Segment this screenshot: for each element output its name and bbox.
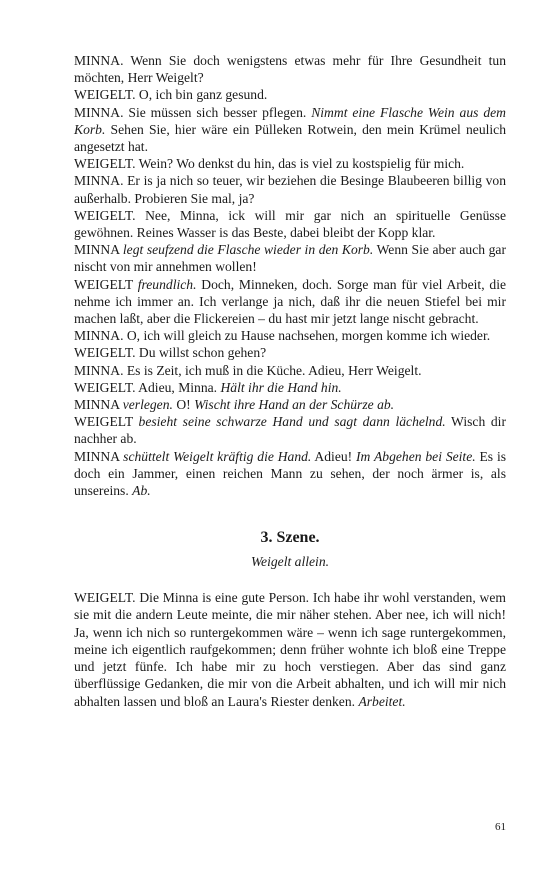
- stage-direction: besieht seine schwarze Hand und sagt dann lächelnd.: [138, 414, 446, 430]
- scene-stage-direction: Weigelt allein.: [250, 554, 330, 570]
- dialogue-line: [74, 448, 506, 500]
- dialogue-line: [74, 104, 506, 156]
- spoken-text: Wisch dir nachher ab.: [74, 414, 506, 447]
- dialogue-line: [74, 86, 506, 103]
- spoken-text: WEIGELT. O, ich bin ganz gesund.: [74, 87, 268, 103]
- spoken-text: WEIGELT. Nee, Minna, ick will mir gar nich an spirituelle Genüsse gewöhnen. Reines Wasser is das Beste, dabei bleibt der Kopp klar.: [74, 207, 506, 241]
- dialogue-line: [74, 413, 506, 447]
- spoken-text: Es is doch ein Jammer, einen reichen Mann zu sehen, der noch ärmer is, als unsereins.: [74, 448, 507, 499]
- dialogue-line: [74, 241, 506, 275]
- stage-direction: verlegen.: [122, 397, 173, 413]
- dialogue-line: [74, 362, 506, 379]
- dialogue-line: [74, 379, 506, 396]
- stage-direction: legt seufzend die Flasche wieder in den Korb.: [122, 242, 374, 258]
- dialogue-line: [74, 276, 506, 328]
- spoken-text: MINNA. Es is Zeit, ich muß in die Küche. Adieu, Herr Weigelt.: [74, 362, 422, 378]
- stage-direction: Ab.: [132, 483, 151, 499]
- spoken-text: WEIGELT: [74, 414, 139, 430]
- stage-direction: Im Abgehen bei Seite.: [356, 448, 476, 464]
- spoken-text: WEIGELT: [74, 276, 138, 292]
- spoken-text: MINNA: [74, 397, 123, 413]
- scene-heading: 3. Szene.: [260, 529, 320, 547]
- spoken-text: MINNA. Sie müssen sich besser pflegen.: [74, 104, 312, 120]
- page-number: 61: [495, 821, 506, 833]
- spoken-text: Adieu!: [311, 448, 357, 464]
- spoken-text: Doch, Minneken, doch. Sorge man für viel Arbeit, die nehme ich immer an. Ich verlange ja nich, daß ihr die neuen Stiefel bei mir machen laßt, aber die Flickereien – du hast mir jetzt lange nischt gebracht.: [74, 276, 506, 327]
- spoken-text: MINNA: [74, 242, 123, 258]
- spoken-text: MINNA. O, ich will gleich zu Hause nachsehen, morgen komme ich wieder.: [74, 328, 491, 344]
- spoken-text: WEIGELT. Du willst schon gehen?: [74, 345, 267, 361]
- dialogue-line: [74, 396, 506, 413]
- dialogue-line: [74, 344, 506, 361]
- stage-direction: Wischt ihre Hand an der Schürze ab.: [194, 397, 395, 413]
- dialogue-line: [74, 155, 506, 172]
- spoken-text: MINNA: [74, 448, 124, 464]
- dialogue-line: [74, 207, 506, 241]
- book-page: [74, 52, 506, 710]
- stage-direction: schüttelt Weigelt kräftig die Hand.: [123, 448, 312, 464]
- stage-direction: Nimmt eine Flasche Wein aus dem Korb.: [74, 104, 506, 137]
- stage-direction: freundlich.: [137, 276, 197, 292]
- spoken-text: WEIGELT. Wein? Wo denkst du hin, das is viel zu kostspielig für mich.: [74, 156, 465, 172]
- spoken-text: WEIGELT. Adieu, Minna.: [74, 379, 221, 395]
- dialogue-line: [74, 52, 506, 86]
- spoken-text: MINNA. Wenn Sie doch wenigstens etwas mehr für Ihre Gesundheit tun möchten, Herr Weigelt?: [74, 53, 506, 86]
- scene-monologue: [74, 589, 506, 709]
- dialogue-section: [74, 52, 506, 499]
- spoken-text: MINNA. Er is ja nich so teuer, wir beziehen die Besinge Blaubeeren billig von außerhalb. Probieren Sie mal, ja?: [74, 173, 506, 206]
- dialogue-line: [74, 327, 506, 344]
- dialogue-line: [74, 172, 506, 206]
- spoken-text: Sehen Sie, hier wäre ein Pülleken Rotwein, den mein Krümel neulich angesetzt hat.: [74, 121, 506, 155]
- stage-direction: Hält ihr die Hand hin.: [220, 379, 342, 395]
- spoken-text: O!: [172, 397, 195, 413]
- stage-direction: Arbeitet.: [358, 693, 406, 709]
- monologue-paragraph: [74, 589, 506, 709]
- spoken-text: Wenn Sie aber auch gar nischt von mir annehmen wollen!: [74, 242, 506, 275]
- spoken-text: WEIGELT. Die Minna is eine gute Person. Ich habe ihr wohl verstanden, wem sie mit die andern Leute meinte, die mir näher stehen. Aber nee, ich will nich! Ja, wenn ich nich so runtergekommen wäre – wenn ich sage runtergekommen, meine ich eigentlich raufgekommen; denn früher wohnte ich bloß eine Treppe und jetzt fünfe. Ich habe mir zu hoch verstiegen. Aber das sind ganz überflüssige Gedanken, die mir von die Arbeit abhalten, und ich will mir nich abhalten lassen und bloß an Laura's Riester denken.: [74, 590, 506, 709]
